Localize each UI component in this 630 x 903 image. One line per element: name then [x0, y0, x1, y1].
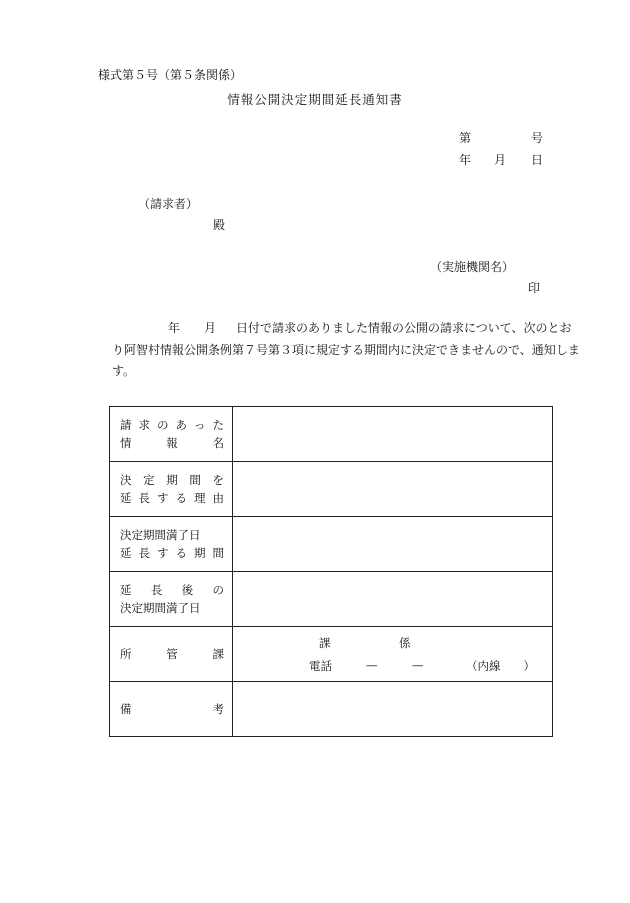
- phone-dash-2: —: [412, 658, 424, 672]
- notice-body: [112, 318, 580, 383]
- label-char: 決: [120, 473, 132, 487]
- label-char: 情: [120, 436, 132, 450]
- subsection-label: 係: [399, 636, 411, 650]
- body-year: 年: [168, 321, 181, 335]
- new-deadline-label: [110, 572, 233, 627]
- label-char: 定: [143, 473, 155, 487]
- body-line-3: す。: [112, 364, 136, 378]
- table-row-new-deadline: [110, 572, 553, 627]
- label-line: [120, 599, 224, 617]
- extension-reason-label: [110, 462, 233, 517]
- label-line: [120, 526, 224, 544]
- label-char: 延: [120, 546, 132, 560]
- label-char: 所: [120, 647, 132, 661]
- table-row-requested-information: [110, 407, 553, 462]
- label-char: 長: [138, 491, 150, 505]
- label-char: す: [157, 546, 169, 560]
- label-char: 請: [120, 418, 132, 432]
- extension-reason-value[interactable]: [233, 462, 553, 517]
- honorific: 殿: [213, 218, 226, 232]
- label-char: あ: [175, 418, 187, 432]
- agency-label: （実施機関名）: [430, 260, 515, 274]
- label-char: 理: [194, 491, 206, 505]
- label-char: 延: [120, 491, 132, 505]
- label-char: 求: [138, 418, 150, 432]
- label-char: 決定期間満了日: [120, 601, 201, 615]
- label-line: [120, 581, 224, 599]
- table-row-extension-period: [110, 517, 553, 572]
- label-line: [120, 434, 224, 452]
- label-char: 管: [166, 647, 178, 661]
- table-row-extension-reason: [110, 462, 553, 517]
- label-char: 長: [138, 546, 150, 560]
- requester-label: （請求者）: [138, 197, 199, 211]
- details-table: [109, 406, 553, 737]
- label-char: 長: [150, 583, 163, 597]
- label-char: 期: [166, 473, 178, 487]
- label-char: の: [212, 583, 224, 597]
- remarks-value[interactable]: [233, 682, 553, 737]
- label-line: [120, 700, 224, 718]
- label-line: [120, 544, 224, 562]
- label-char: 備: [120, 702, 132, 716]
- extension-period-value[interactable]: [233, 517, 553, 572]
- label-line: [120, 489, 224, 507]
- label-char: 由: [212, 491, 224, 505]
- department-value[interactable]: [233, 627, 553, 682]
- label-char: 間: [189, 473, 201, 487]
- department-label: [110, 627, 233, 682]
- body-line-1: [112, 318, 572, 340]
- label-char: 報: [166, 436, 178, 450]
- label-char: る: [175, 491, 187, 505]
- phone-label: 電話: [309, 659, 332, 673]
- label-char: 延: [120, 583, 132, 597]
- label-char: っ: [194, 418, 206, 432]
- label-char: 考: [212, 702, 224, 716]
- section-label: 課: [319, 636, 331, 650]
- label-line: [120, 471, 224, 489]
- body-month: 月: [204, 321, 217, 335]
- label-char: を: [212, 473, 224, 487]
- body-line-2: り阿智村情報公開条例第７号第３項に規定する期間内に決定できませんので、通知しま: [112, 342, 580, 357]
- remarks-label: [110, 682, 233, 737]
- label-char: る: [175, 546, 187, 560]
- date-day: 日: [531, 153, 544, 167]
- body-line-1-text: 日付で請求のありました情報の公開の請求について、次のとお: [236, 321, 572, 335]
- label-line: [120, 416, 224, 434]
- extension-label: （内線 ）: [466, 659, 535, 673]
- label-char: 課: [212, 647, 224, 661]
- label-char: 名: [212, 436, 224, 450]
- label-char: 後: [181, 583, 194, 597]
- requested-information-label: [110, 407, 233, 462]
- label-char: の: [157, 418, 169, 432]
- phone-dash-1: —: [366, 658, 378, 672]
- date-month: 月: [494, 153, 507, 167]
- seal-mark: 印: [528, 281, 541, 295]
- reference-number-suffix: 号: [531, 131, 544, 145]
- label-char: た: [212, 418, 224, 432]
- label-char: 期: [194, 546, 206, 560]
- table-row-department: [110, 627, 553, 682]
- label-char: 間: [212, 546, 224, 560]
- extension-period-label: [110, 517, 233, 572]
- label-char: す: [157, 491, 169, 505]
- label-char: 決定期間満了日: [120, 528, 201, 542]
- document-title: 情報公開決定期間延長通知書: [227, 92, 403, 107]
- date-year: 年: [459, 153, 472, 167]
- reference-number-prefix: 第: [459, 131, 472, 145]
- table-row-remarks: [110, 682, 553, 737]
- label-line: [120, 645, 224, 663]
- new-deadline-value[interactable]: [233, 572, 553, 627]
- form-number: 様式第５号（第５条関係）: [98, 68, 243, 82]
- requested-information-value[interactable]: [233, 407, 553, 462]
